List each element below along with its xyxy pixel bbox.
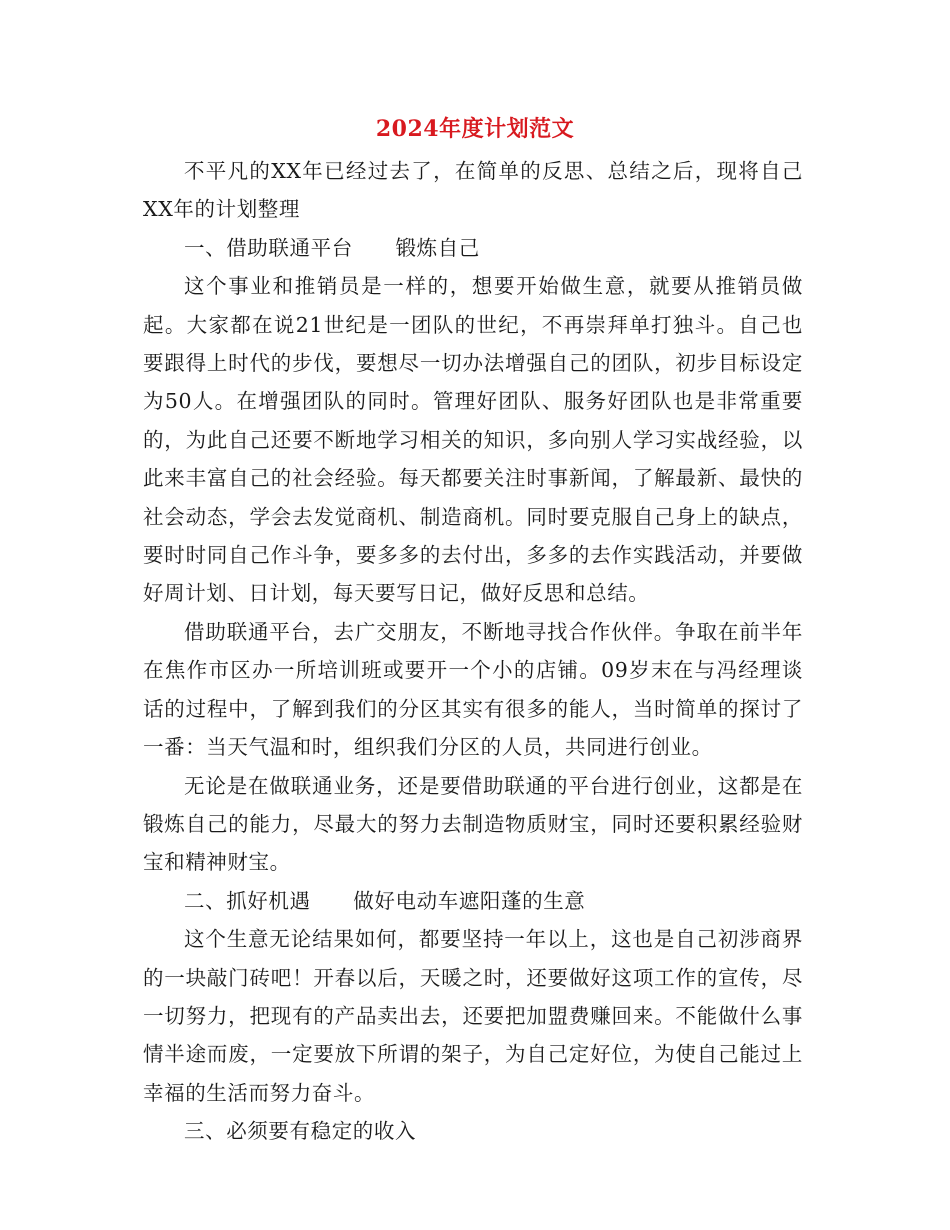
section-heading-2: 二、抓好机遇 做好电动车遮阳蓬的生意	[184, 888, 586, 913]
section-heading-3: 三、必须要有稳定的收入	[184, 1119, 417, 1144]
paragraph-intro: 不平凡的XX年已经过去了，在简单的反思、总结之后，现将自己XX年的计划整理	[143, 159, 803, 222]
paragraph: 无论是在做联通业务，还是要借助联通的平台进行创业，这都是在锻炼自己的能力，尽最大的努力去制造物质财宝，同时还要积累经验财宝和精神财宝。	[143, 773, 803, 875]
document-body	[143, 152, 803, 1151]
paragraph: 借助联通平台，去广交朋友，不断地寻找合作伙伴。争取在前半年在焦作市区办一所培训班或要开一个小的店铺。09岁末在与冯经理谈话的过程中，了解到我们的分区其实有很多的能人，当时简单的探讨了一番：当天气温和时，组织我们分区的人员，共同进行创业。	[143, 619, 803, 760]
section-heading-1: 一、借助联通平台 锻炼自己	[184, 235, 480, 260]
paragraph: 这个事业和推销员是一样的，想要开始做生意，就要从推销员做起。大家都在说21世纪是一团队的世纪，不再崇拜单打独斗。自己也要跟得上时代的步伐，要想尽一切办法增强自己的团队，初步目标设定为50人。在增强团队的同时。管理好团队、服务好团队也是非常重要的，为此自己还要不断地学习相关的知识，多向别人学习实战经验，以此来丰富自己的社会经验。每天都要关注时事新闻，了解最新、最快的社会动态，学会去发觉商机、制造商机。同时要克服自己身上的缺点，要时时同自己作斗争，要多多的去付出，多多的去作实践活动，并要做好周计划、日计划，每天要写日记，做好反思和总结。	[143, 274, 803, 606]
paragraph: 这个生意无论结果如何，都要坚持一年以上，这也是自己初涉商界的一块敲门砖吧！开春以后，天暖之时，还要做好这项工作的宣传，尽一切努力，把现有的产品卖出去，还要把加盟费赚回来。不能做什么事情半途而废，一定要放下所谓的架子，为自己定好位，为使自己能过上幸福的生活而努力奋斗。	[143, 927, 803, 1105]
document-title: 2024年度计划范文	[375, 116, 575, 142]
